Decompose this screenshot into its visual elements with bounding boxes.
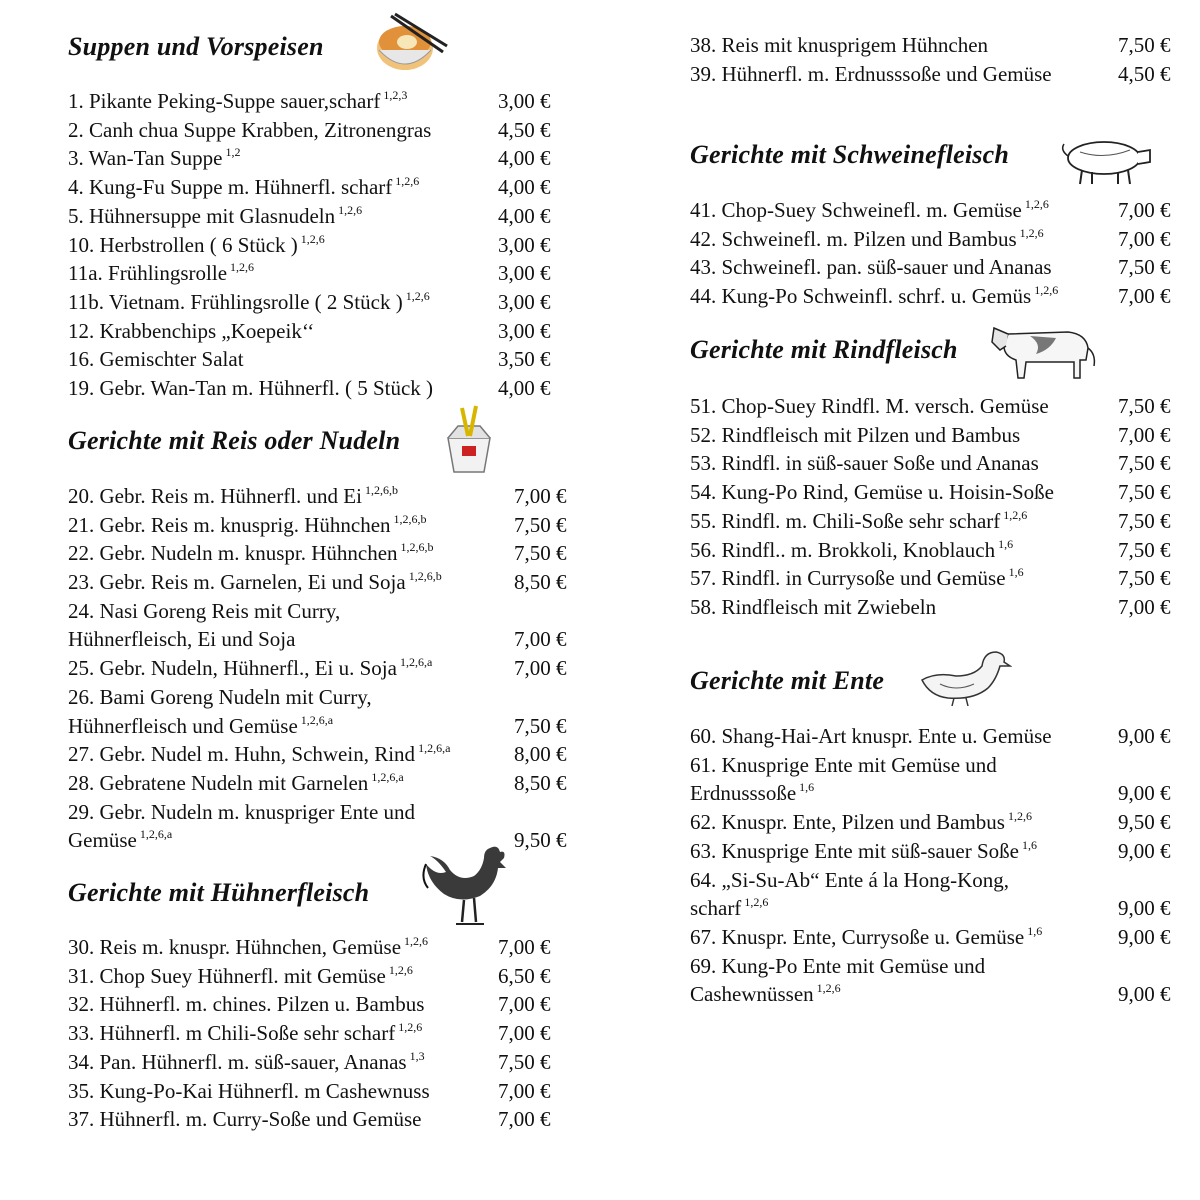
duck-icon: [916, 646, 1012, 713]
item-name: 52. Rindfleisch mit Pilzen und Bambus: [690, 422, 1021, 447]
item-price: 3,00 €: [498, 318, 551, 343]
section-title-reis: Gerichte mit Reis oder Nudeln: [68, 426, 401, 455]
item-name: 26. Bami Goreng Nudeln mit Curry,: [68, 684, 372, 709]
allergen-notes: 1,2,6,b: [408, 569, 442, 584]
item-name: 60. Shang-Hai-Art knuspr. Ente u. Gemüse: [690, 724, 1052, 748]
item-price: 9,50 €: [514, 828, 567, 853]
item-name: 51. Chop-Suey Rindfl. M. versch. Gemüse: [690, 394, 1049, 418]
item-price: 7,00 €: [1118, 284, 1171, 309]
item-price: 7,00 €: [498, 992, 551, 1017]
item-price: 3,00 €: [498, 261, 551, 286]
item-name: 57. Rindfl. in Currysoße und Gemüse $^{1,6}$: [690, 565, 1024, 591]
item-name: 4. Kung-Fu Suppe m. Hühnerfl. scharf $^{1,2,6}$: [68, 174, 420, 200]
allergen-notes: 1,2: [225, 145, 241, 160]
item-price: 7,50 €: [514, 713, 567, 738]
cow-icon: [990, 320, 1100, 387]
item-price: 7,00 €: [1118, 198, 1171, 222]
allergen-notes: 1,2,6: [1024, 197, 1049, 211]
item-name: 64. „Si-Su-Ab“ Ente á la Hong-Kong,: [690, 867, 1010, 892]
item-price: 7,00 €: [1118, 422, 1171, 447]
allergen-notes: 1,2,6,a: [300, 712, 334, 727]
item-price: 8,00 €: [514, 742, 567, 767]
item-price: 7,00 €: [1118, 226, 1171, 251]
allergen-notes: 1,2,6,a: [371, 770, 404, 784]
allergen-notes: 1,2,6: [300, 231, 325, 246]
item-price: 4,00 €: [498, 175, 551, 200]
allergen-notes: 1,2,6: [398, 1020, 423, 1035]
section-title-suppen: Suppen und Vorspeisen: [68, 32, 324, 61]
allergen-notes: 1,6: [1021, 837, 1037, 852]
pig-icon: [1058, 130, 1154, 191]
item-price: 7,00 €: [514, 484, 567, 508]
item-name: 25. Gebr. Nudeln, Hühnerfl., Ei u. Soja $^{1,2,6,a}$: [68, 655, 433, 681]
item-price: 7,50 €: [1118, 33, 1171, 57]
allergen-notes: 1,2,6: [388, 962, 413, 977]
item-name-continued: Cashewnüssen $^{1,2,6}$: [690, 981, 841, 1007]
item-price: 7,50 €: [1118, 537, 1171, 562]
item-name: 3. Wan-Tan Suppe $^{1,2}$: [68, 145, 241, 171]
item-name-continued: Hühnerfleisch, Ei und Soja: [68, 627, 296, 652]
item-name: 5. Hühnersuppe mit Glasnudeln $^{1,2,6}$: [68, 202, 363, 228]
item-price: 4,00 €: [498, 146, 551, 171]
item-price: 7,50 €: [1118, 566, 1171, 591]
item-name: 22. Gebr. Nudeln m. knuspr. Hühnchen $^{1,2,6,b}$: [68, 540, 434, 566]
allergen-notes: 1,6: [1027, 923, 1043, 938]
allergen-notes: 1,2,6: [395, 174, 420, 189]
allergen-notes: 1,2,6: [404, 934, 429, 948]
item-name: 54. Kung-Po Rind, Gemüse u. Hoisin-Soße: [690, 480, 1054, 505]
item-name: 16. Gemischter Salat: [68, 347, 244, 372]
allergen-notes: 1,2,6,b: [400, 540, 434, 555]
item-price: 9,00 €: [1118, 724, 1171, 748]
item-name: 44. Kung-Po Schweinfl. schrf. u. Gemüs $^{1,2,6}$: [690, 283, 1059, 309]
item-name: 38. Reis mit knusprigem Hühnchen: [690, 33, 989, 57]
item-price: 7,50 €: [1118, 508, 1171, 533]
item-price: 7,50 €: [1118, 394, 1171, 418]
item-name: 2. Canh chua Suppe Krabben, Zitronengras: [68, 117, 432, 142]
allergen-notes: 1,6: [1008, 565, 1024, 580]
item-name: 34. Pan. Hühnerfl. m. süß-sauer, Ananas $^{1,3}$: [68, 1048, 425, 1074]
rooster-icon: [420, 842, 516, 935]
item-price: 4,00 €: [498, 376, 551, 400]
allergen-notes: 1,2,6: [1034, 283, 1059, 298]
allergen-notes: 1,2,6: [1003, 507, 1028, 522]
item-price: 7,00 €: [498, 1107, 551, 1132]
item-name: 29. Gebr. Nudeln m. knuspriger Ente und: [68, 799, 416, 824]
item-name: 12. Krabbenchips „Koepeik‘‘: [68, 318, 315, 343]
allergen-notes: 1,3: [409, 1048, 425, 1063]
item-price: 7,00 €: [514, 627, 567, 652]
item-name: 19. Gebr. Wan-Tan m. Hühnerfl. ( 5 Stück ): [68, 376, 434, 400]
item-price: 4,00 €: [498, 203, 551, 228]
item-price: 9,00 €: [1118, 838, 1171, 863]
item-price: 3,00 €: [498, 289, 551, 314]
item-name: 20. Gebr. Reis m. Hühnerfl. und Ei $^{1,2,6,b}$: [68, 483, 398, 508]
item-price: 7,00 €: [514, 656, 567, 681]
allergen-notes: 1,2,6: [816, 981, 841, 996]
allergen-notes: 1,2,6,b: [364, 483, 398, 497]
item-name-continued: scharf $^{1,2,6}$: [690, 895, 769, 921]
item-name: 37. Hühnerfl. m. Curry-Soße und Gemüse: [68, 1107, 422, 1132]
item-name: 62. Knuspr. Ente, Pilzen und Bambus $^{1,2,6}$: [690, 809, 1032, 835]
item-price: 7,50 €: [514, 512, 567, 537]
item-name: 33. Hühnerfl. m Chili-Soße sehr scharf $^{1,2,6}$: [68, 1020, 423, 1046]
item-name: 35. Kung-Po-Kai Hühnerfl. m Cashewnuss: [68, 1078, 430, 1103]
item-name: 69. Kung-Po Ente mit Gemüse und: [690, 953, 986, 978]
item-name: 11b. Vietnam. Frühlingsrolle ( 2 Stück ) $^{1,2,6}$: [68, 288, 430, 314]
item-name: 10. Herbstrollen ( 6 Stück ) $^{1,2,6}$: [68, 231, 325, 257]
item-price: 3,00 €: [498, 89, 551, 113]
item-price: 8,50 €: [514, 771, 567, 795]
item-name: 23. Gebr. Reis m. Garnelen, Ei und Soja $^{1,2,6,b}$: [68, 569, 442, 595]
item-name: 24. Nasi Goreng Reis mit Curry,: [68, 598, 341, 623]
allergen-notes: 1,2,6: [405, 288, 430, 303]
item-price: 7,00 €: [498, 1021, 551, 1046]
item-name: 28. Gebratene Nudeln mit Garnelen $^{1,2,6,a}$: [68, 770, 404, 795]
item-price: 3,00 €: [498, 232, 551, 257]
section-title-schwein: Gerichte mit Schweinefleisch: [690, 140, 1010, 169]
item-price: 7,50 €: [1118, 480, 1171, 505]
item-price: 7,00 €: [498, 1078, 551, 1103]
soup-bowl-icon: [373, 12, 449, 83]
item-name: 39. Hühnerfl. m. Erdnusssoße und Gemüse: [690, 61, 1052, 86]
item-price: 7,00 €: [1118, 594, 1171, 619]
allergen-notes: 1,2,3: [383, 88, 408, 102]
item-price: 8,50 €: [514, 570, 567, 595]
item-price: 3,50 €: [498, 347, 551, 372]
item-name: 53. Rindfl. in süß-sauer Soße und Ananas: [690, 451, 1039, 476]
allergen-notes: 1,2,6: [1007, 809, 1032, 824]
item-name: 42. Schweinefl. m. Pilzen und Bambus $^{1,2,6}$: [690, 225, 1044, 251]
item-name: 11a. Frühlingsrolle $^{1,2,6}$: [68, 260, 255, 286]
item-name: 27. Gebr. Nudel m. Huhn, Schwein, Rind $^{1,2,6,a}$: [68, 741, 451, 767]
item-price: 9,50 €: [1118, 810, 1171, 835]
item-name: 58. Rindfleisch mit Zwiebeln: [690, 594, 937, 619]
item-name: 67. Knuspr. Ente, Currysoße u. Gemüse $^{1,6}$: [690, 923, 1043, 949]
item-name: 30. Reis m. knuspr. Hühnchen, Gemüse $^{1,2,6}$: [68, 934, 429, 959]
allergen-notes: 1,2,6,b: [393, 511, 427, 526]
item-name: 56. Rindfl.. m. Brokkoli, Knoblauch $^{1,6}$: [690, 536, 1014, 562]
allergen-notes: 1,2,6,a: [399, 655, 433, 670]
item-name: 32. Hühnerfl. m. chines. Pilzen u. Bambus: [68, 992, 425, 1017]
item-price: 4,50 €: [1118, 61, 1171, 86]
item-name-continued: Erdnusssoße $^{1,6}$: [690, 780, 815, 806]
item-name: 63. Knusprige Ente mit süß-sauer Soße $^{1,6}$: [690, 837, 1037, 863]
item-name-continued: Gemüse $^{1,2,6,a}$: [68, 827, 173, 853]
noodle-box-icon: [444, 404, 494, 479]
item-name: 43. Schweinefl. pan. süß-sauer und Ananas: [690, 255, 1052, 280]
allergen-notes: 1,2,6: [338, 202, 363, 217]
allergen-notes: 1,2,6: [744, 895, 769, 910]
item-price: 4,50 €: [498, 117, 551, 142]
item-price: 7,00 €: [498, 935, 551, 959]
section-title-ente: Gerichte mit Ente: [690, 666, 885, 695]
item-price: 7,50 €: [1118, 255, 1171, 280]
item-name: 31. Chop Suey Hühnerfl. mit Gemüse $^{1,2,6}$: [68, 962, 413, 988]
item-name: 41. Chop-Suey Schweinefl. m. Gemüse $^{1,2,6}$: [690, 197, 1049, 222]
allergen-notes: 1,2,6: [1019, 225, 1044, 240]
item-name: 21. Gebr. Reis m. knusprig. Hühnchen $^{1,2,6,b}$: [68, 511, 427, 537]
item-name: 61. Knusprige Ente mit Gemüse und: [690, 752, 997, 777]
allergen-notes: 1,6: [998, 536, 1014, 551]
item-price: 7,50 €: [514, 541, 567, 566]
allergen-notes: 1,2,6,a: [139, 827, 173, 842]
allergen-notes: 1,2,6: [230, 260, 255, 275]
allergen-notes: 1,6: [799, 780, 815, 795]
item-price: 6,50 €: [498, 963, 551, 988]
item-name: 55. Rindfl. m. Chili-Soße sehr scharf $^{1,2,6}$: [690, 507, 1028, 533]
item-name: 1. Pikante Peking-Suppe sauer,scharf $^{1,2,3}$: [68, 88, 408, 113]
item-price: 7,50 €: [1118, 451, 1171, 476]
item-price: 9,00 €: [1118, 982, 1171, 1007]
item-price: 9,00 €: [1118, 924, 1171, 949]
section-title-huhn: Gerichte mit Hühnerfleisch: [68, 878, 370, 907]
item-price: 9,00 €: [1118, 781, 1171, 806]
item-price: 7,50 €: [498, 1049, 551, 1074]
allergen-notes: 1,2,6,a: [418, 741, 451, 756]
section-title-rind: Gerichte mit Rindfleisch: [690, 335, 958, 364]
item-price: 9,00 €: [1118, 896, 1171, 921]
item-name-continued: Hühnerfleisch und Gemüse $^{1,2,6,a}$: [68, 712, 334, 738]
